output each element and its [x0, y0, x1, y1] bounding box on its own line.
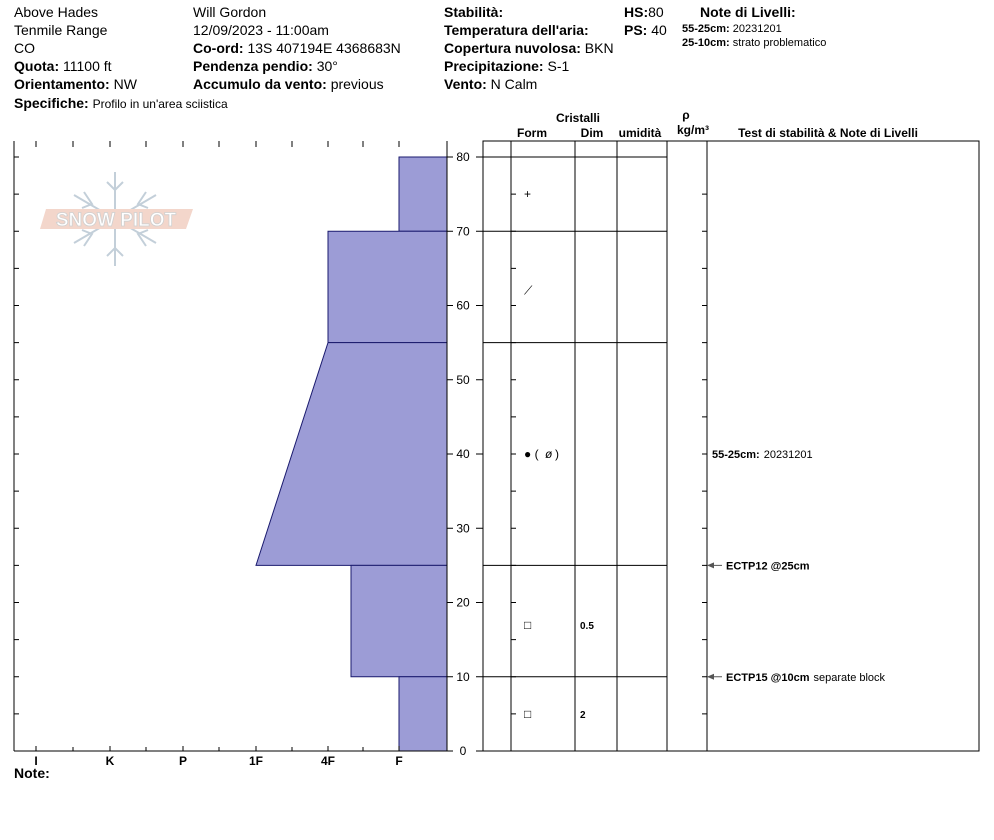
depth-tick-label: 20 — [456, 595, 470, 610]
hardness-layer-3 — [256, 343, 447, 566]
left-axis-ticks — [14, 157, 19, 751]
aspect-value: NW — [113, 76, 137, 92]
stability-label: Stabilità: — [444, 4, 504, 20]
ps-label: PS: — [624, 22, 648, 38]
note-bold-2: ECTP12 @25cm — [726, 560, 810, 573]
hardness-ticks — [34, 746, 402, 768]
snowpilot-logo — [40, 172, 193, 266]
layer-note-2: 25-10cm: strato problematico — [682, 37, 827, 49]
hardness-layer-1 — [399, 157, 447, 231]
specifics-value: Profilo in un'area sciistica — [92, 97, 228, 111]
header-size: Dim — [580, 126, 604, 140]
depth-tick-label: 70 — [456, 224, 470, 239]
crystal-form-1: + — [524, 187, 532, 202]
stability-notes — [707, 449, 886, 684]
ps-value: 40 — [651, 22, 667, 38]
hardness-profile — [256, 157, 447, 751]
header-crystals: Cristalli — [555, 111, 601, 125]
depth-tick-label: 30 — [456, 521, 470, 536]
note-bold-1: 55-25cm: — [712, 449, 760, 461]
header-form: Form — [517, 126, 547, 140]
depth-tick-label: 80 — [456, 150, 470, 164]
state: CO — [14, 40, 35, 56]
crystal-form-4: □ — [524, 617, 532, 632]
hardness-tick-label: F — [395, 754, 403, 768]
hs-value: 80 — [648, 4, 664, 20]
elevation-value: 11100 ft — [63, 58, 112, 74]
hs-label: HS: — [624, 4, 649, 20]
hardness-layer-5 — [399, 677, 447, 751]
note-text-1: 20231201 — [763, 449, 813, 461]
air-temp-label: Temperatura dell'aria: — [444, 22, 589, 38]
crystal-size-5: 2 — [580, 709, 586, 721]
hardness-layer-4 — [351, 565, 447, 676]
wind-label: Vento: — [444, 76, 487, 92]
crystal-form-close-3: ) — [555, 447, 559, 461]
hardness-tick-label: P — [178, 754, 188, 768]
note-row-1 — [712, 449, 813, 461]
depth-tick-label: 0 — [459, 744, 467, 758]
coord-label: Co-ord: — [193, 40, 244, 56]
notes-label: Note: — [14, 765, 50, 781]
header-moisture: umidità — [618, 126, 662, 140]
wind-loading-value: previous — [330, 76, 384, 92]
depth-tick-label: 10 — [456, 669, 470, 684]
crystal-form-2: ⟋ — [524, 283, 533, 298]
hardness-tick-label: I — [34, 754, 38, 768]
hardness-layer-2 — [328, 231, 447, 342]
depth-tick-label: 40 — [456, 447, 470, 461]
precip-value: S-1 — [547, 58, 570, 74]
crystal-form-5: □ — [524, 706, 532, 721]
crystal-form-extra-3: ø — [545, 447, 553, 461]
note-row-3 — [726, 672, 886, 684]
note-arrow-head-2 — [707, 562, 714, 568]
layer-note-1: 55-25cm: 20231201 — [682, 23, 782, 35]
hardness-tick-label: K — [105, 754, 115, 768]
slope-label: Pendenza pendio: — [193, 58, 313, 74]
table-ticks — [511, 194, 707, 714]
hardness-tick-label: 4F — [320, 754, 336, 768]
coord-value: 13S 407194E 4368683N — [247, 40, 401, 56]
observer: Will Gordon — [193, 4, 267, 20]
logo-text: SNOW PILOT — [55, 210, 177, 231]
slope-value: 30° — [316, 58, 338, 74]
note-arrow-head-3 — [707, 674, 714, 680]
top-axis-ticks — [36, 141, 399, 147]
cloud-label: Copertura nuvolosa: — [444, 40, 581, 56]
cloud-value: BKN — [584, 40, 614, 56]
wind-value: N Calm — [490, 76, 538, 92]
note-text-3: separate block — [813, 671, 886, 684]
crystal-size-4: 0.5 — [580, 620, 594, 632]
precip-label: Precipitazione: — [444, 58, 544, 74]
note-row-2 — [726, 560, 810, 572]
layer-notes-title: Note di Livelli: — [700, 4, 796, 20]
depth-tick-label: 60 — [456, 298, 470, 313]
crystal-form-3: ● ( — [524, 447, 539, 461]
depth-ticks — [447, 150, 483, 758]
header-density-unit: kg/m³ — [676, 123, 710, 137]
crystal-marks — [524, 187, 594, 721]
header-density-symbol: ρ — [682, 108, 690, 122]
depth-tick-label: 50 — [456, 372, 470, 387]
specifics-label: Specifiche: — [14, 95, 89, 111]
elevation-label: Quota: — [14, 58, 60, 74]
aspect-label: Orientamento: — [14, 76, 110, 92]
crystal-table — [483, 141, 979, 751]
location: Above Hades — [14, 4, 99, 20]
wind-loading-label: Accumulo da vento: — [193, 76, 327, 92]
header-tests: Test di stabilità & Note di Livelli — [738, 126, 918, 140]
datetime: 12/09/2023 - 11:00am — [193, 22, 329, 38]
note-bold-3: ECTP15 @10cm — [726, 671, 810, 684]
range: Tenmile Range — [14, 22, 108, 38]
hardness-tick-label: 1F — [248, 754, 264, 768]
